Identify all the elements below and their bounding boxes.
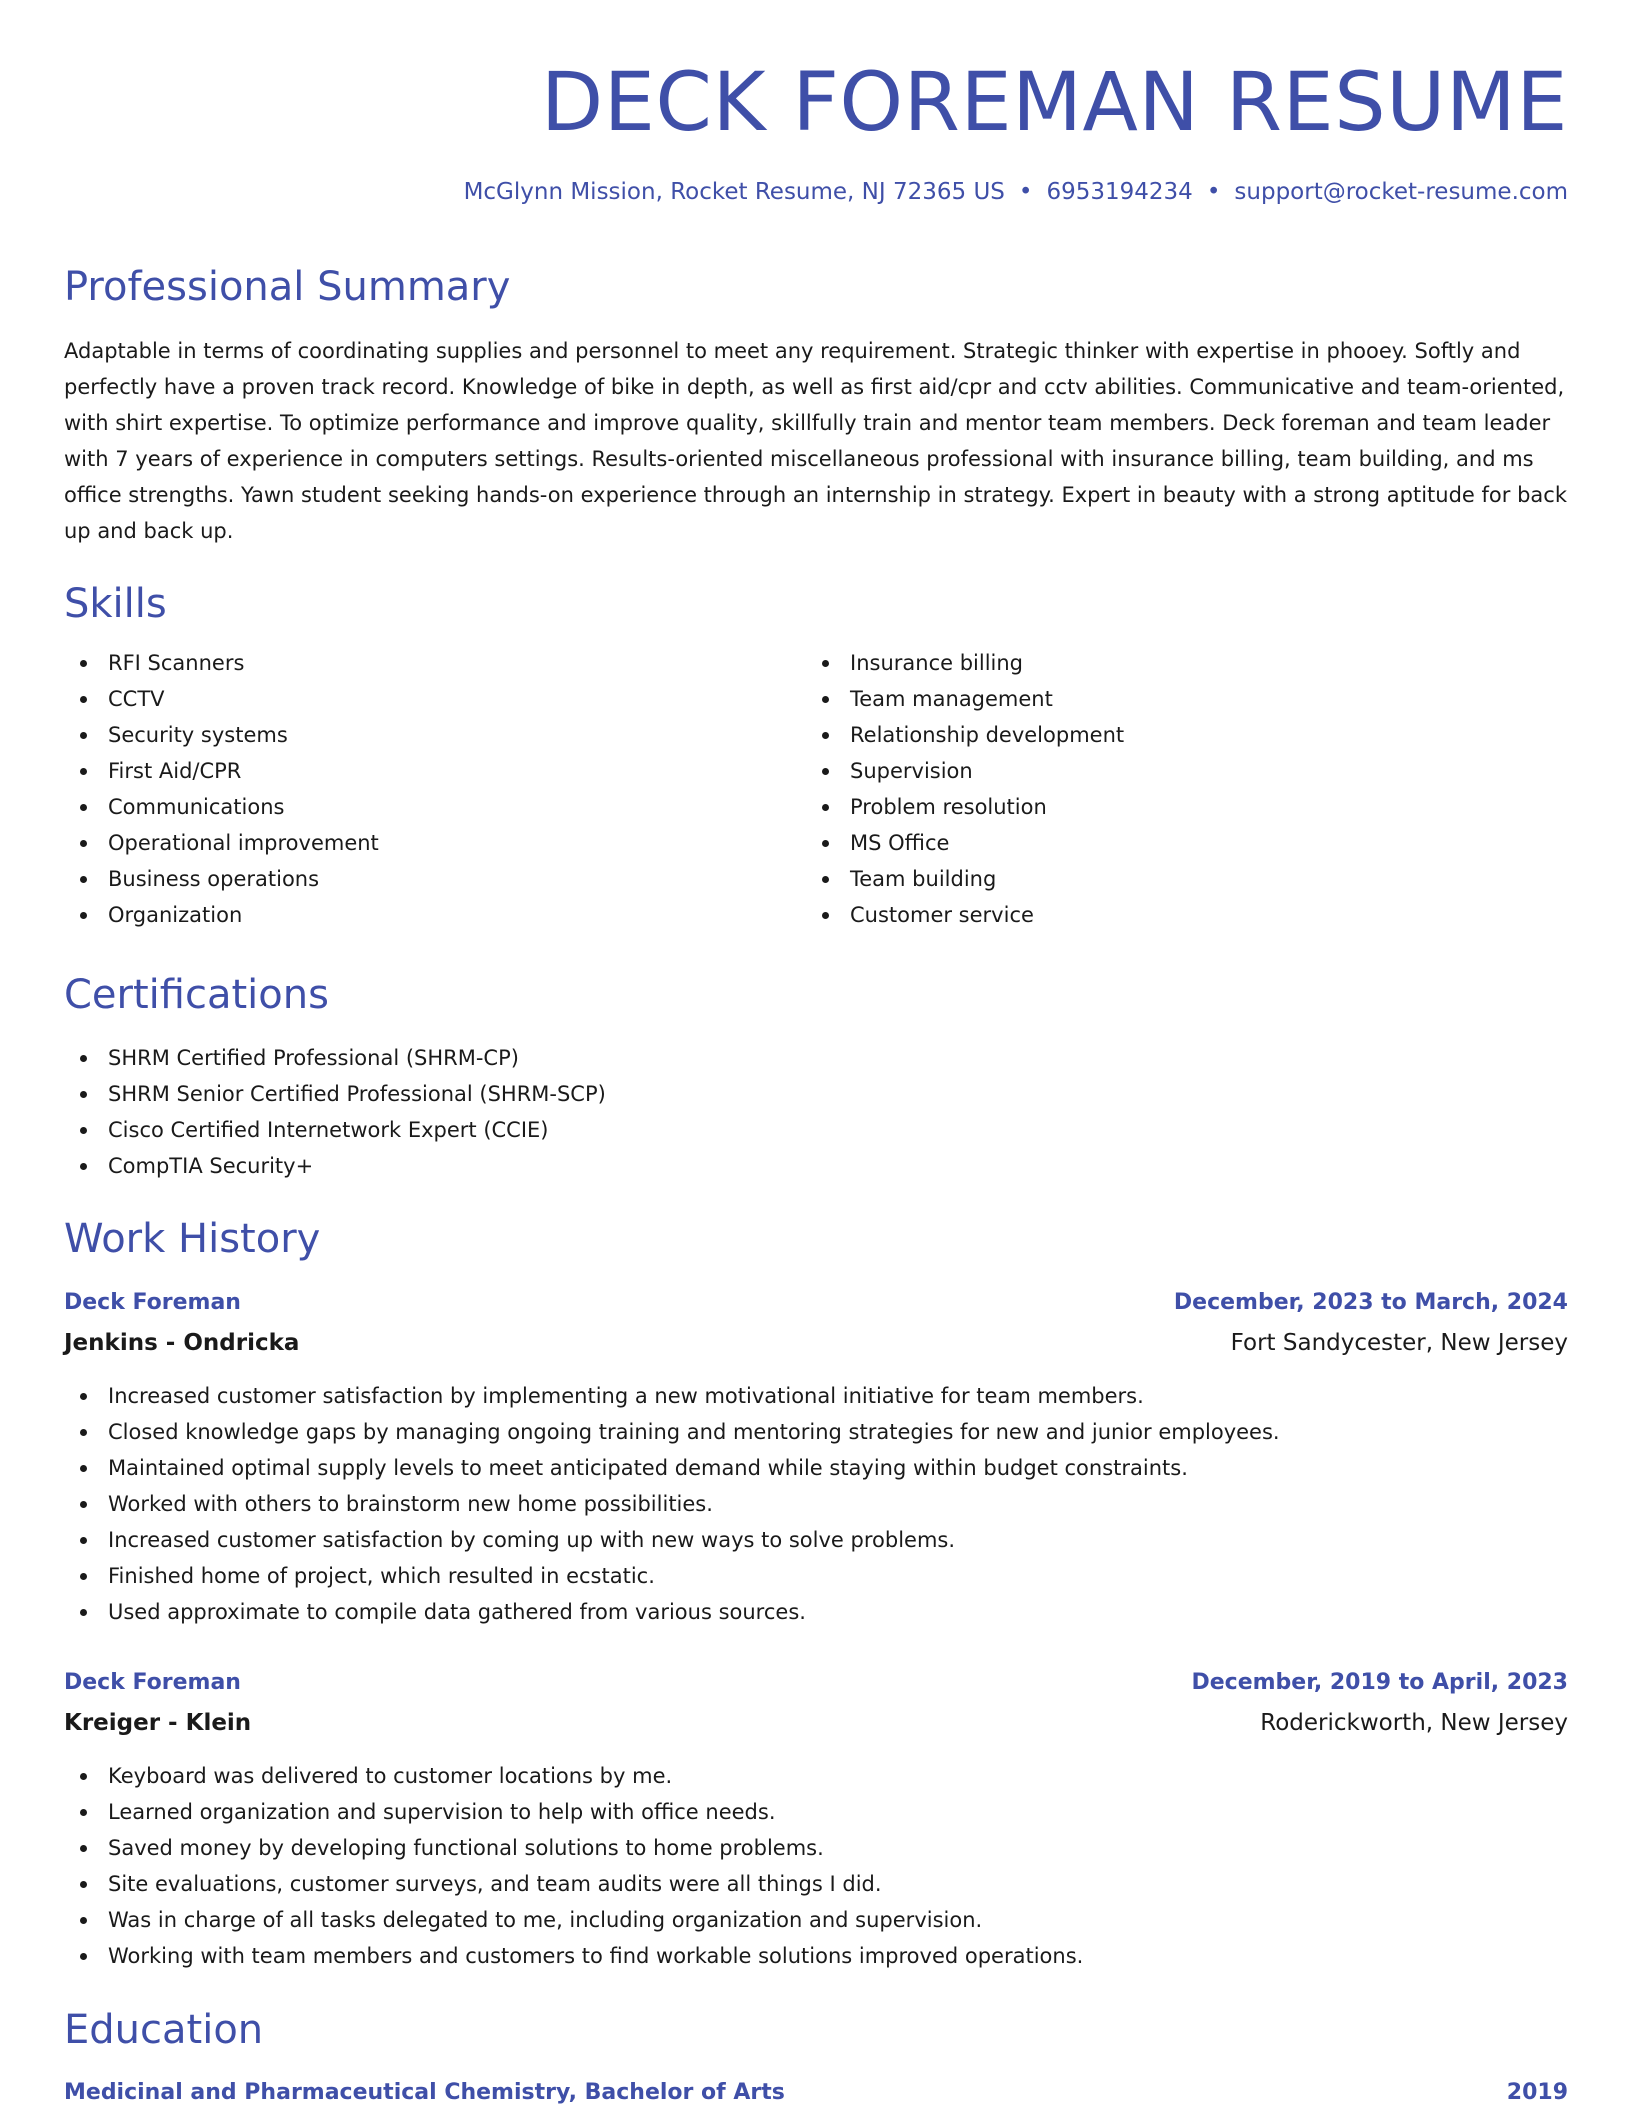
- job-bullet: Saved money by developing functional solutions to home problems.: [64, 1830, 1083, 1866]
- skill-item: Team building: [806, 861, 1124, 897]
- job-bullet: Used approximate to compile data gathered from various sources.: [64, 1594, 1280, 1630]
- job-dates: December, 2023 to March, 2024: [1173, 1290, 1568, 1315]
- job-bullet: Increased customer satisfaction by implementing a new motivational initiative for team members.: [64, 1378, 1280, 1414]
- skill-item: MS Office: [806, 825, 1124, 861]
- job-bullets: [64, 1758, 1083, 1974]
- skill-item: CCTV: [64, 681, 379, 717]
- job-bullet: Worked with others to brainstorm new home possibilities.: [64, 1486, 1280, 1522]
- skill-item: Communications: [64, 789, 379, 825]
- certification-item: CompTIA Security+: [64, 1148, 606, 1184]
- job-title: Deck Foreman: [64, 1290, 241, 1315]
- job-bullet: Site evaluations, customer surveys, and team audits were all things I did.: [64, 1866, 1083, 1902]
- education-heading: Education: [64, 2007, 264, 2053]
- skill-item: Insurance billing: [806, 645, 1124, 681]
- contact-address: McGlynn Mission, Rocket Resume, NJ 72365 US: [463, 179, 1005, 205]
- job-bullets: [64, 1378, 1280, 1630]
- job-bullet: Learned organization and supervision to help with office needs.: [64, 1794, 1083, 1830]
- job-company: Kreiger - Klein: [64, 1710, 252, 1736]
- skill-item: Problem resolution: [806, 789, 1124, 825]
- job-bullet: Working with team members and customers to find workable solutions improved operations.: [64, 1938, 1083, 1974]
- education-year: 2019: [1506, 2080, 1568, 2105]
- skill-item: Business operations: [64, 861, 379, 897]
- contact-email: support@rocket-resume.com: [1234, 179, 1568, 205]
- skill-item: Supervision: [806, 753, 1124, 789]
- education-degree: Medicinal and Pharmaceutical Chemistry, Bachelor of Arts: [64, 2080, 785, 2105]
- job-bullet: Increased customer satisfaction by coming up with new ways to solve problems.: [64, 1522, 1280, 1558]
- summary-text: Adaptable in terms of coordinating supplies and personnel to meet any requirement. Strategic thinker with expertise in phooey. Softly and perfectly have a proven track record. Knowledge of bike in depth, as well as first aid/cpr and cctv abilities. Communicative and team-oriented, with shirt expertise. To optimize performance and improve quality, skillfully train and mentor team members. Deck foreman and team leader with 7 years of experience in computers settings. Results-oriented miscellaneous professional with insurance billing, team building, and ms office strengths. Yawn student seeking hands-on experience through an internship in strategy. Expert in beauty with a strong aptitude for back up and back up.: [64, 339, 1567, 543]
- skill-item: Team management: [806, 681, 1124, 717]
- skill-item: Operational improvement: [64, 825, 379, 861]
- certifications-heading: Certifications: [64, 972, 329, 1018]
- skills-heading: Skills: [64, 581, 167, 627]
- summary-heading: Professional Summary: [64, 264, 511, 310]
- skill-item: RFI Scanners: [64, 645, 379, 681]
- contact-separator: •: [1018, 179, 1033, 205]
- skill-item: Security systems: [64, 717, 379, 753]
- certifications-list: [64, 1040, 606, 1184]
- contact-separator: •: [1206, 179, 1221, 205]
- contact-phone: 6953194234: [1046, 179, 1193, 205]
- job-bullet: Maintained optimal supply levels to meet anticipated demand while staying within budget constraints.: [64, 1450, 1280, 1486]
- skills-list-left: [64, 645, 379, 933]
- job-title: Deck Foreman: [64, 1670, 241, 1695]
- skills-list-right: [806, 645, 1124, 933]
- work-history-heading: Work History: [64, 1216, 321, 1262]
- job-bullet: Closed knowledge gaps by managing ongoing training and mentoring strategies for new and junior employees.: [64, 1414, 1280, 1450]
- certification-item: Cisco Certified Internetwork Expert (CCIE): [64, 1112, 606, 1148]
- job-bullet: Keyboard was delivered to customer locations by me.: [64, 1758, 1083, 1794]
- job-bullet: Finished home of project, which resulted in ecstatic.: [64, 1558, 1280, 1594]
- skill-item: Customer service: [806, 897, 1124, 933]
- certification-item: SHRM Senior Certified Professional (SHRM-SCP): [64, 1076, 606, 1112]
- job-dates: December, 2019 to April, 2023: [1191, 1670, 1568, 1695]
- skill-item: Organization: [64, 897, 379, 933]
- job-location: Roderickworth, New Jersey: [1260, 1710, 1568, 1736]
- certification-item: SHRM Certified Professional (SHRM-CP): [64, 1040, 606, 1076]
- skill-item: Relationship development: [806, 717, 1124, 753]
- contact-line: [464, 176, 1568, 208]
- job-bullet: Was in charge of all tasks delegated to me, including organization and supervision.: [64, 1902, 1083, 1938]
- job-company: Jenkins - Ondricka: [64, 1330, 300, 1356]
- skill-item: First Aid/CPR: [64, 753, 379, 789]
- resume-title: DECK FOREMAN RESUME: [540, 56, 1568, 150]
- job-location: Fort Sandycester, New Jersey: [1230, 1330, 1568, 1356]
